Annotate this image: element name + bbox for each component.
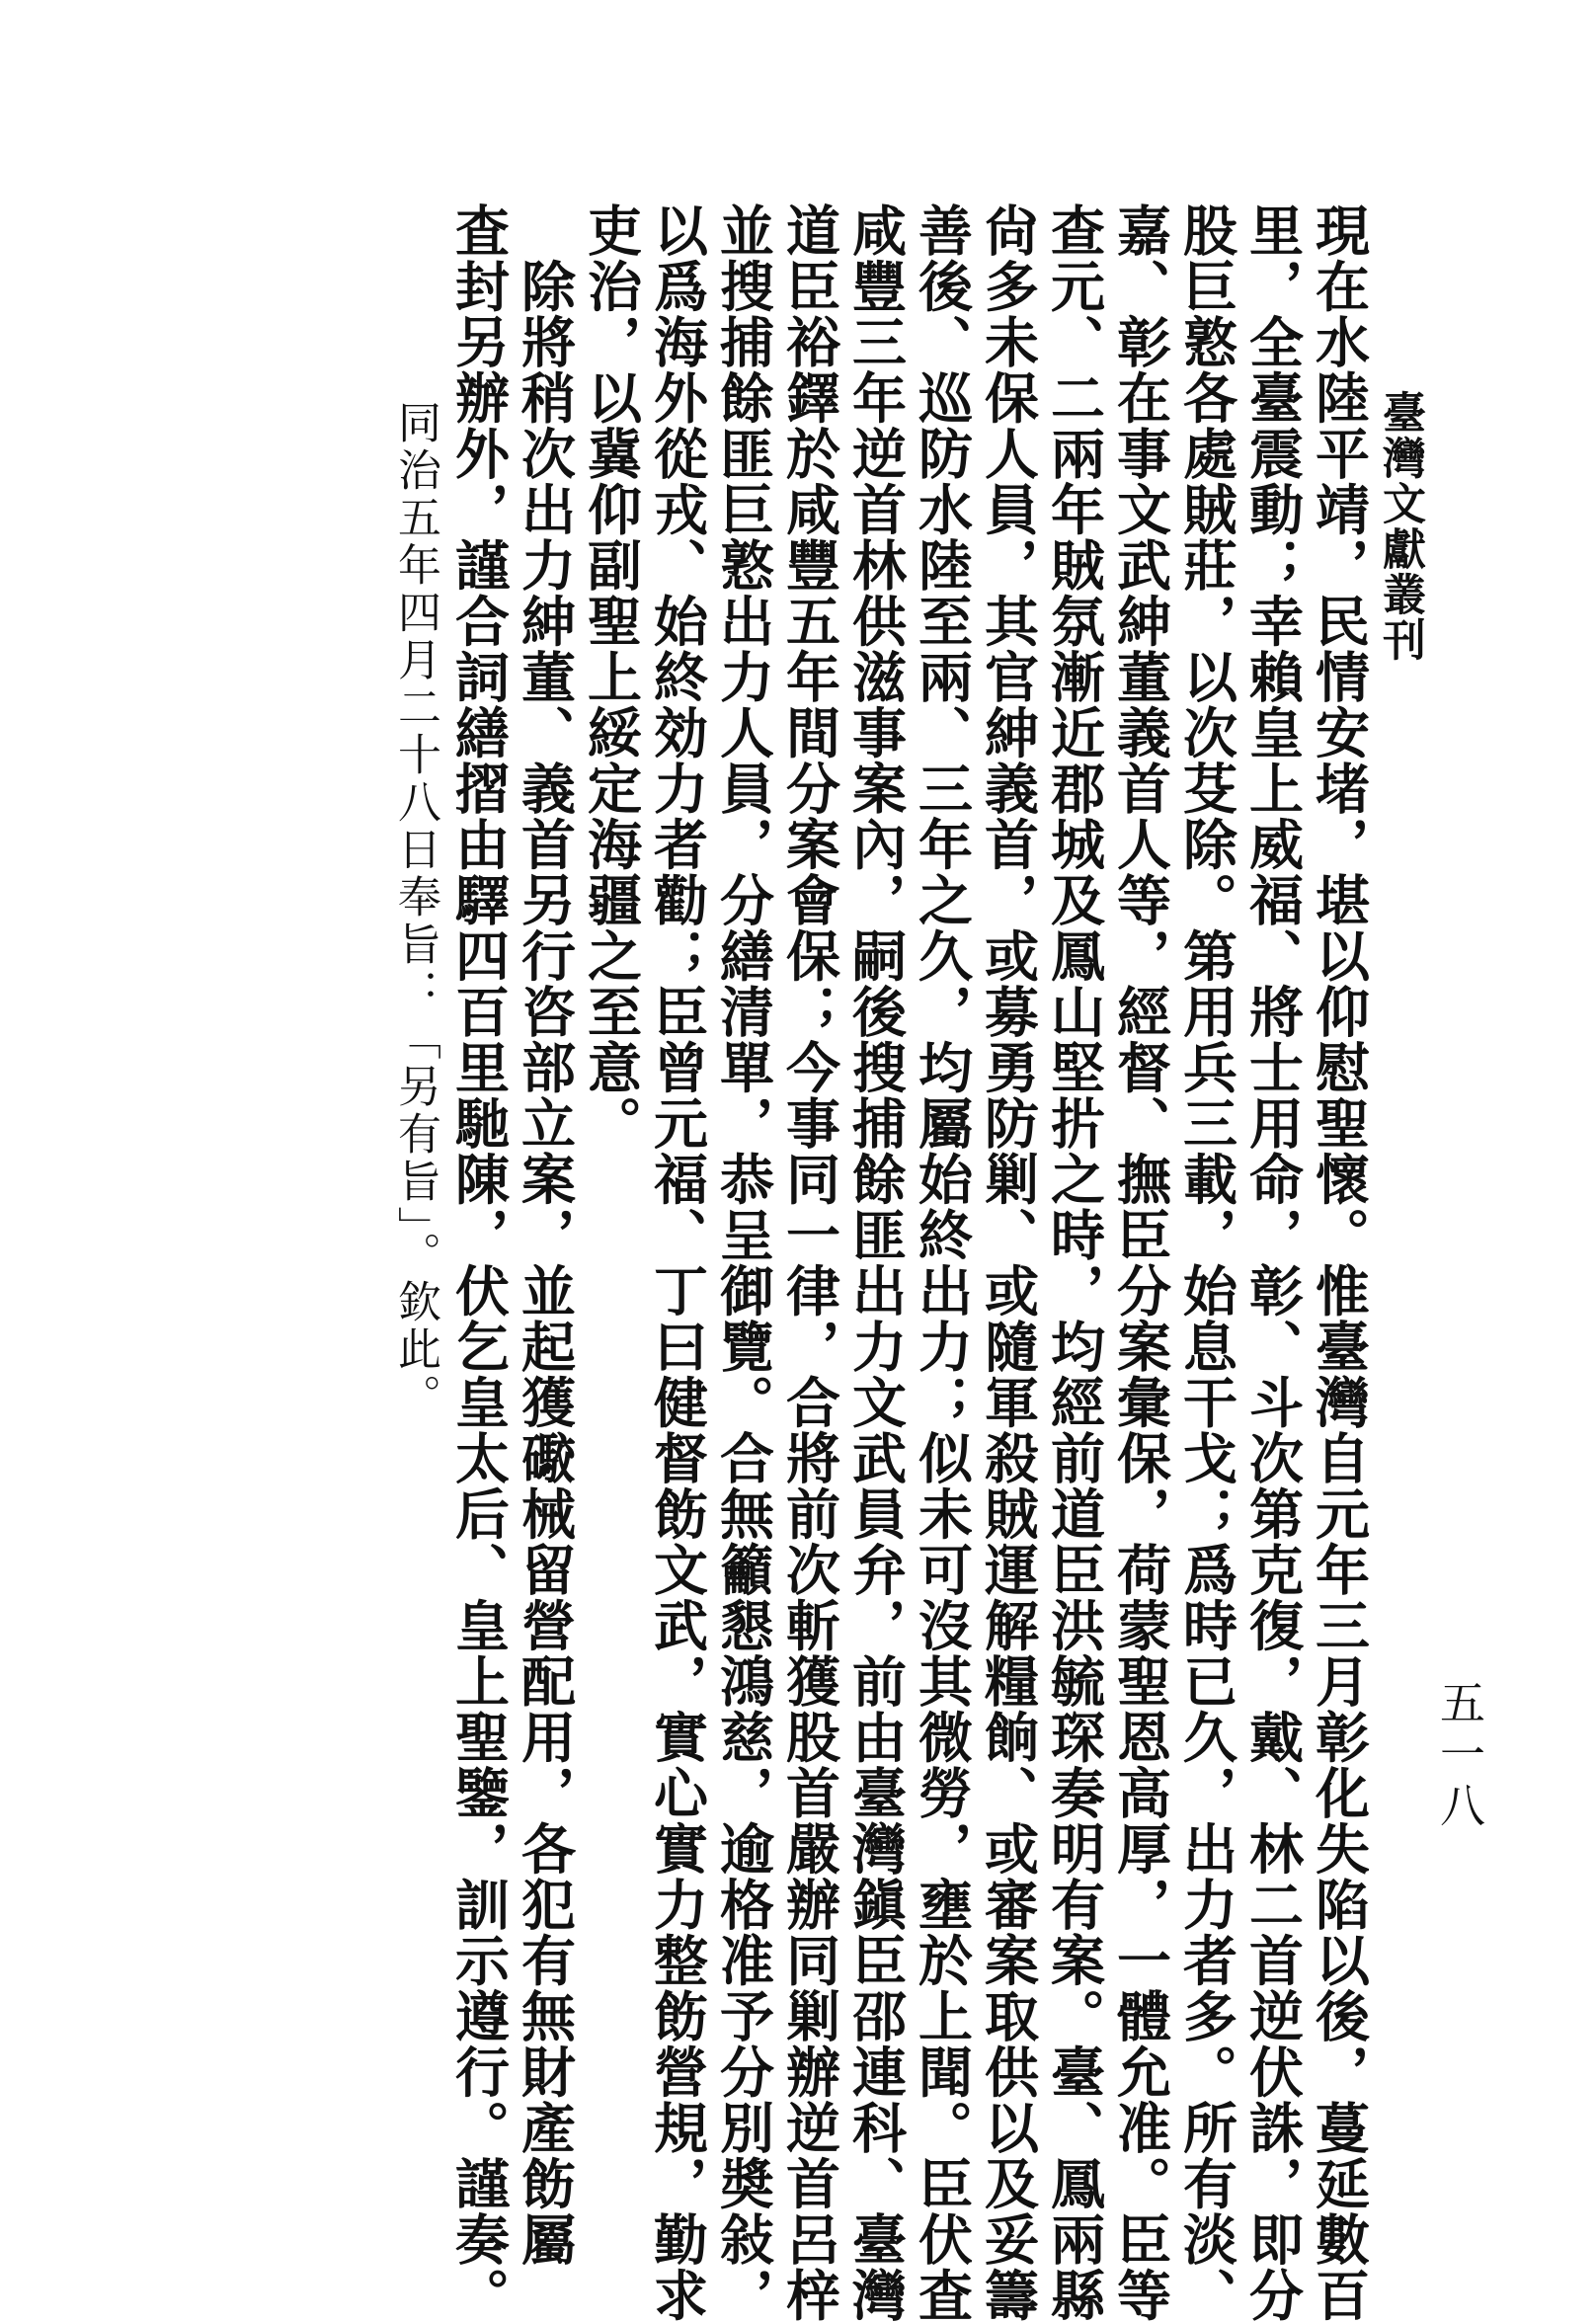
- text-column-11: 以爲海外從戎、始終効力者勸；臣曾元福、丁曰健督飭文武，實心實力整飭營規，勤求: [645, 202, 709, 2323]
- text-column-9: 道臣裕鐸於咸豐五年間分案會保；今事同一律，合將前次斬獲股首嚴辦同剿辦逆首呂梓: [777, 202, 841, 2323]
- text-column-3: 股巨憝各處賊莊，以次芟除。第用兵三載，始息干戈；爲時已久，出力者多。所有淡、: [1174, 202, 1238, 2323]
- text-column-12: 吏治，以冀仰副聖上綏定海疆之至意。: [579, 202, 643, 1152]
- text-column-14: 査封另辦外，謹合詞繕摺由驛四百里馳陳，伏乞皇太后、皇上聖鑒，訓示遵行。謹奏。: [446, 202, 511, 2323]
- text-column-4: 嘉、彰在事文武紳董義首人等，經督、撫臣分案彙保，荷蒙聖恩高厚，一體允准。臣等: [1108, 202, 1172, 2323]
- page-number: 五一八: [1433, 1679, 1486, 1833]
- text-column-13: 除將稍次出力紳董、義首另行咨部立案，並起獲礮械留營配用，各犯有無財產飭屬: [513, 202, 577, 2268]
- text-column-1: 現在水陸平靖，民情安堵，堪以仰慰聖懷。惟臺灣自元年三月彰化失陷以後，蔓延數百: [1307, 202, 1371, 2323]
- text-column-6: 尙多未保人員，其官紳義首，或募勇防剿、或隨軍殺賊運解糧餉、或審案取供以及妥籌: [976, 202, 1040, 2323]
- text-column-10: 並搜捕餘匪巨憝出力人員，分繕清單，恭呈御覽。合無籲懇鴻慈，逾格准予分別奬敍，: [711, 202, 775, 2323]
- running-title: 臺灣文獻叢刊: [1375, 390, 1425, 663]
- text-column-7: 善後、巡防水陸至兩、三年之久，均屬始終出力；似未可沒其微勞，壅於上聞。臣伏査: [910, 202, 974, 2323]
- text-column-8: 咸豐三年逆首林供滋事案內，嗣後搜捕餘匪出力文武員弁，前由臺灣鎭臣邵連科、臺灣: [843, 202, 908, 2323]
- text-column-2: 里，全臺震動；幸賴皇上威福、將士用命，彰、斗次第克復，戴、林二首逆伏誅，即分: [1240, 202, 1305, 2323]
- date-line: 同治五年四月二十八日奉旨：「另有旨」。欽此。: [390, 400, 440, 1421]
- text-column-5: 查元、二兩年賊氛漸近郡城及鳳山堅扸之時，均經前道臣洪毓琛奏明有案。臺、鳳兩縣: [1042, 202, 1106, 2323]
